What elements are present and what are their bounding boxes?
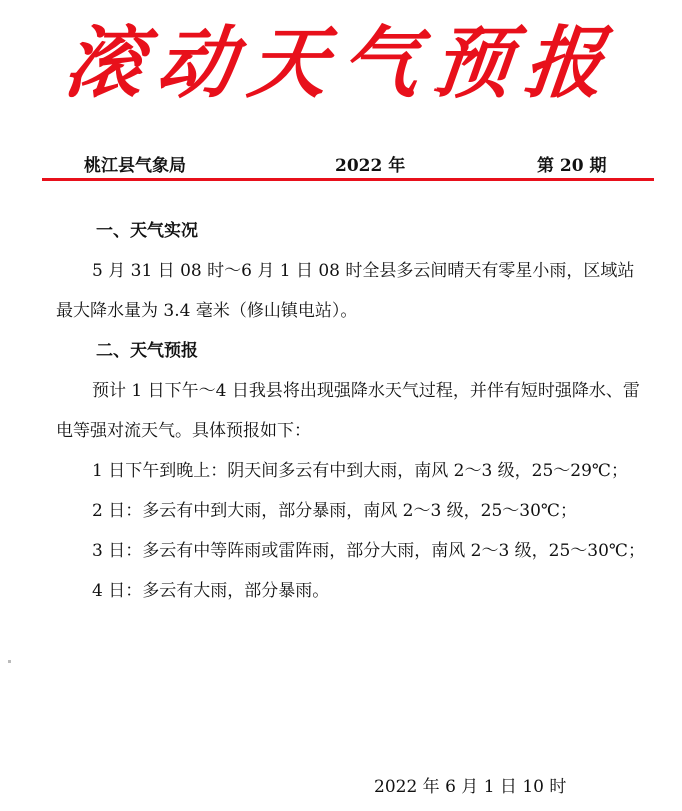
section-heading-forecast: 二、天气预报 bbox=[96, 341, 198, 361]
masthead bbox=[0, 14, 682, 124]
issue-year: 2022 年 bbox=[335, 156, 406, 176]
forecast-day-1: 1 日下午到晚上：阴天间多云有中到大雨，南风 2～3 级，25～29℃； bbox=[92, 461, 628, 481]
organization-name: 桃江县气象局 bbox=[84, 156, 186, 176]
issue-info-row bbox=[0, 151, 682, 175]
section-heading-observation: 一、天气实况 bbox=[96, 221, 198, 241]
forecast-day-3: 3 日：多云有中等阵雨或雷阵雨，部分大雨，南风 2～3 级，25～30℃； bbox=[92, 541, 645, 561]
report-body bbox=[56, 211, 646, 611]
forecast-summary-paragraph: 预计 1 日下午～4 日我县将出现强降水天气过程，并伴有短时强降水、雷电等强对流天气。具体预报如下： bbox=[56, 381, 640, 441]
header-divider bbox=[42, 178, 654, 181]
page-mark bbox=[8, 660, 11, 663]
document-title: 滚动天气预报 bbox=[60, 18, 622, 109]
observation-paragraph: 5 月 31 日 08 时～6 月 1 日 08 时全县多云间晴天有零星小雨，区域站最大降水量为 3.4 毫米（修山镇电站）。 bbox=[56, 261, 635, 321]
forecast-day-4: 4 日：多云有大雨，部分暴雨。 bbox=[92, 581, 330, 601]
issue-date: 2022 年 6 月 1 日 10 时 bbox=[374, 777, 567, 797]
forecast-day-2: 2 日：多云有中到大雨，部分暴雨，南风 2～3 级，25～30℃； bbox=[92, 501, 577, 521]
issue-number: 第 20 期 bbox=[537, 156, 607, 176]
